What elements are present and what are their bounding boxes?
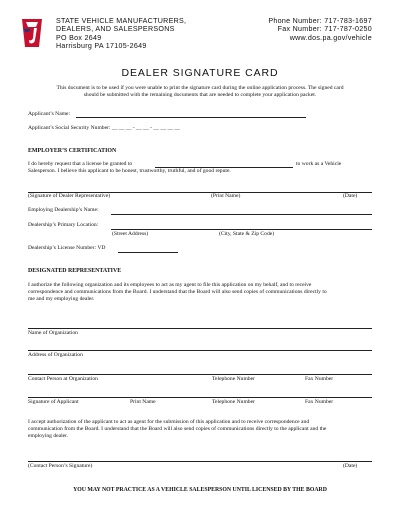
applicant-signature-line[interactable] [28, 397, 372, 398]
page-title: DEALER SIGNATURE CARD [121, 67, 279, 79]
license-request-start: I do hereby request that a license be granted to [28, 161, 133, 167]
applicant-telephone-label: Telephone Number [212, 399, 255, 405]
agent-authorization-line3: me and my employing dealer. [28, 296, 95, 303]
agency-address [56, 17, 186, 51]
agent-acceptance-text [28, 419, 372, 441]
dealership-license-field[interactable] [118, 252, 178, 253]
employer-certification-heading: EMPLOYER’S CERTIFICATION [28, 148, 117, 154]
applicant-signature-label: Signature of Applicant [28, 399, 79, 405]
contact-fax-label: Fax Number [305, 376, 334, 382]
po-box: PO Box 2649 [56, 33, 102, 42]
contact-person-labels [28, 376, 372, 384]
dealer-rep-signature-labels [28, 193, 372, 201]
dealership-location-label: Dealership’s Primary Location: [28, 222, 99, 228]
license-request-end: to work as a Vehicle [296, 161, 342, 167]
applicant-name-label: Applicant’s Name: [28, 111, 71, 117]
contact-signature-labels [28, 463, 372, 471]
dealership-license-label: Dealership’s License Number: VD [28, 245, 106, 251]
dealership-name-label: Employing Dealership’s Name: [28, 207, 99, 213]
phone-number: Phone Number: 717-783-1697 [268, 17, 372, 25]
contact-signature-date-label: (Date) [343, 463, 358, 469]
agent-authorization-text [28, 282, 372, 304]
organization-address-label: Address of Organization [28, 352, 83, 358]
applicant-print-name-label: Print Name [130, 399, 156, 405]
contact-person-label: Contact Person at Organization [28, 376, 98, 382]
city-state-zip-label: (City, State & Zip Code) [219, 231, 275, 237]
dealer-rep-signature-label: (Signature of Dealer Representative) [28, 193, 111, 199]
agency-name-line1: STATE VEHICLE MANUFACTURERS, [56, 17, 187, 25]
applicant-name-field[interactable] [76, 117, 306, 118]
applicant-signature-labels [28, 399, 372, 407]
fax-number: Fax Number: 717-787-0250 [277, 25, 372, 34]
intro-line-1: This document is to be used if you were unable to print the signature card during the online application process. The signed card [56, 85, 344, 91]
agency-contact [268, 17, 372, 42]
intro-line-2: should be submitted with the remaining documents that are needed to complete your application packet. [83, 92, 317, 99]
website-link[interactable]: www.dos.pa.gov/vehicle [289, 33, 372, 42]
agent-acceptance-line1: I accept authorization of the applicant to act as agent for the submission of this application and to receive correspondence and [28, 419, 310, 425]
license-request-line2: Salesperson. I believe this applicant to be honest, trustworthy, truthful, and of good repute. [28, 168, 231, 174]
dealer-rep-date-label: (Date) [343, 193, 358, 199]
contact-person-line[interactable] [28, 374, 372, 375]
contact-signature-line[interactable] [28, 461, 372, 462]
intro-text [28, 85, 372, 99]
contact-signature-label: (Contact Person’s Signature) [28, 463, 93, 469]
organization-address-field[interactable] [28, 350, 372, 351]
agent-authorization-line2: correspondence and communications from the Board. I understand that the Board will also send copies of communications directly to [28, 289, 327, 296]
city-state-zip: Harrisburg PA 17105-2649 [56, 42, 147, 51]
designated-representative-heading: DESIGNATED REPRESENTATIVE [28, 268, 122, 274]
street-address-label: (Street Address) [112, 231, 149, 237]
dealership-location-field[interactable] [111, 229, 372, 230]
applicant-ssn-label[interactable]: Applicant’s Social Security Number: __ __ __ - __ __ - __ __ __ __ [28, 125, 180, 131]
dealer-rep-print-name-label: (Print Name) [211, 193, 241, 199]
pennsylvania-keystone-icon [21, 18, 43, 48]
licensing-warning: YOU MAY NOT PRACTICE AS A VEHICLE SALESPERSON UNTIL LICENSED BY THE BOARD [73, 487, 327, 493]
agent-authorization-line1: I authorize the following organization and its employees to act as my agent to file this application on my behalf, and to receive [28, 282, 312, 288]
organization-name-label: Name of Organization [28, 330, 78, 336]
dealership-name-field[interactable] [111, 214, 372, 215]
agent-acceptance-line3: employing dealer. [28, 433, 69, 440]
agent-acceptance-line2: communication from the Board. I understand that the Board will also send copies of communications directly to the applicant and the [28, 426, 327, 433]
applicant-fax-label: Fax Number [305, 399, 334, 405]
agency-name-line2: DEALERS, AND SALESPERSONS [56, 25, 175, 34]
organization-name-field[interactable] [28, 328, 372, 329]
dealership-location-sublabels [0, 231, 400, 239]
contact-telephone-label: Telephone Number [212, 376, 255, 382]
